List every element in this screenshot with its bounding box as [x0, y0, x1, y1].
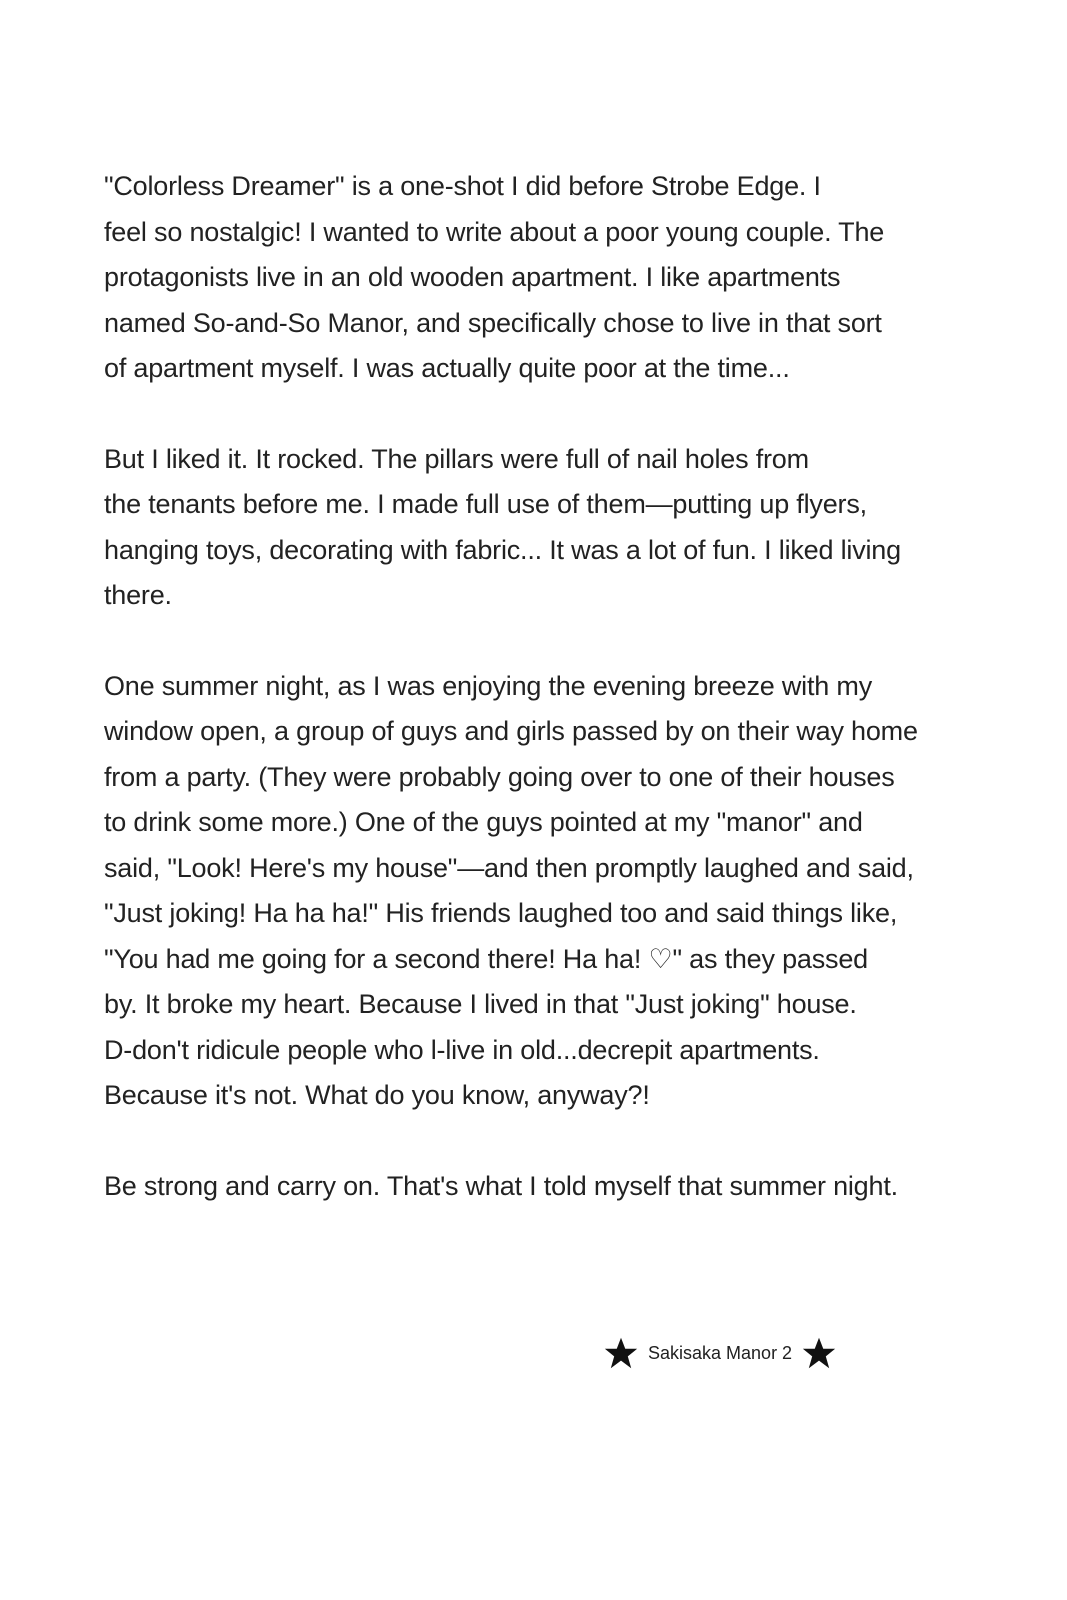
text-line: by. It broke my heart. Because I lived in that "Just joking" house.	[104, 989, 857, 1019]
text-line: named So-and-So Manor, and specifically chose to live in that sort	[104, 307, 882, 338]
paragraph-4	[104, 1164, 984, 1210]
text-line: to drink some more.) One of the guys pointed at my "manor" and	[104, 807, 863, 837]
text-line: One summer night, as I was enjoying the evening breeze with my	[104, 670, 872, 701]
text-line: "Colorless Dreamer" is a one-shot I did before Strobe Edge. I	[104, 171, 821, 201]
text-line: Be strong and carry on. That's what I told myself that summer night.	[104, 1170, 898, 1201]
paragraph-1	[104, 164, 984, 392]
text-line: there.	[104, 580, 172, 610]
paragraph-3	[104, 664, 984, 1119]
text-line: of apartment myself. I was actually quite poor at the time...	[104, 353, 790, 383]
text-line: hanging toys, decorating with fabric... It was a lot of fun. I liked living	[104, 534, 901, 565]
text-line: "You had me going for a second there! Ha ha! ♡" as they passed	[104, 943, 868, 974]
text-line: "Just joking! Ha ha ha!" His friends laughed too and said things like,	[104, 898, 898, 928]
signature-text: Sakisaka Manor 2	[648, 1342, 793, 1363]
paragraph-2	[104, 437, 984, 619]
text-line: from a party. (They were probably going over to one of their houses	[104, 761, 895, 792]
text-line: said, "Look! Here's my house"—and then promptly laughed and said,	[104, 852, 914, 883]
text-line: window open, a group of guys and girls passed by on their way home	[104, 716, 918, 746]
star-icon	[802, 1336, 836, 1370]
text-line: feel so nostalgic! I wanted to write about a poor young couple. The	[104, 216, 885, 247]
text-line: But I liked it. It rocked. The pillars were full of nail holes from	[104, 443, 809, 474]
text-line: D-don't ridicule people who l-live in old...decrepit apartments.	[104, 1034, 820, 1065]
text-line: protagonists live in an old wooden apartment. I like apartments	[104, 262, 841, 292]
signature	[604, 1333, 836, 1373]
text-line: Because it's not. What do you know, anyway?!	[104, 1080, 650, 1110]
star-icon	[604, 1336, 638, 1370]
text-line: the tenants before me. I made full use of them—putting up flyers,	[104, 489, 867, 519]
essay-text	[104, 164, 984, 1254]
